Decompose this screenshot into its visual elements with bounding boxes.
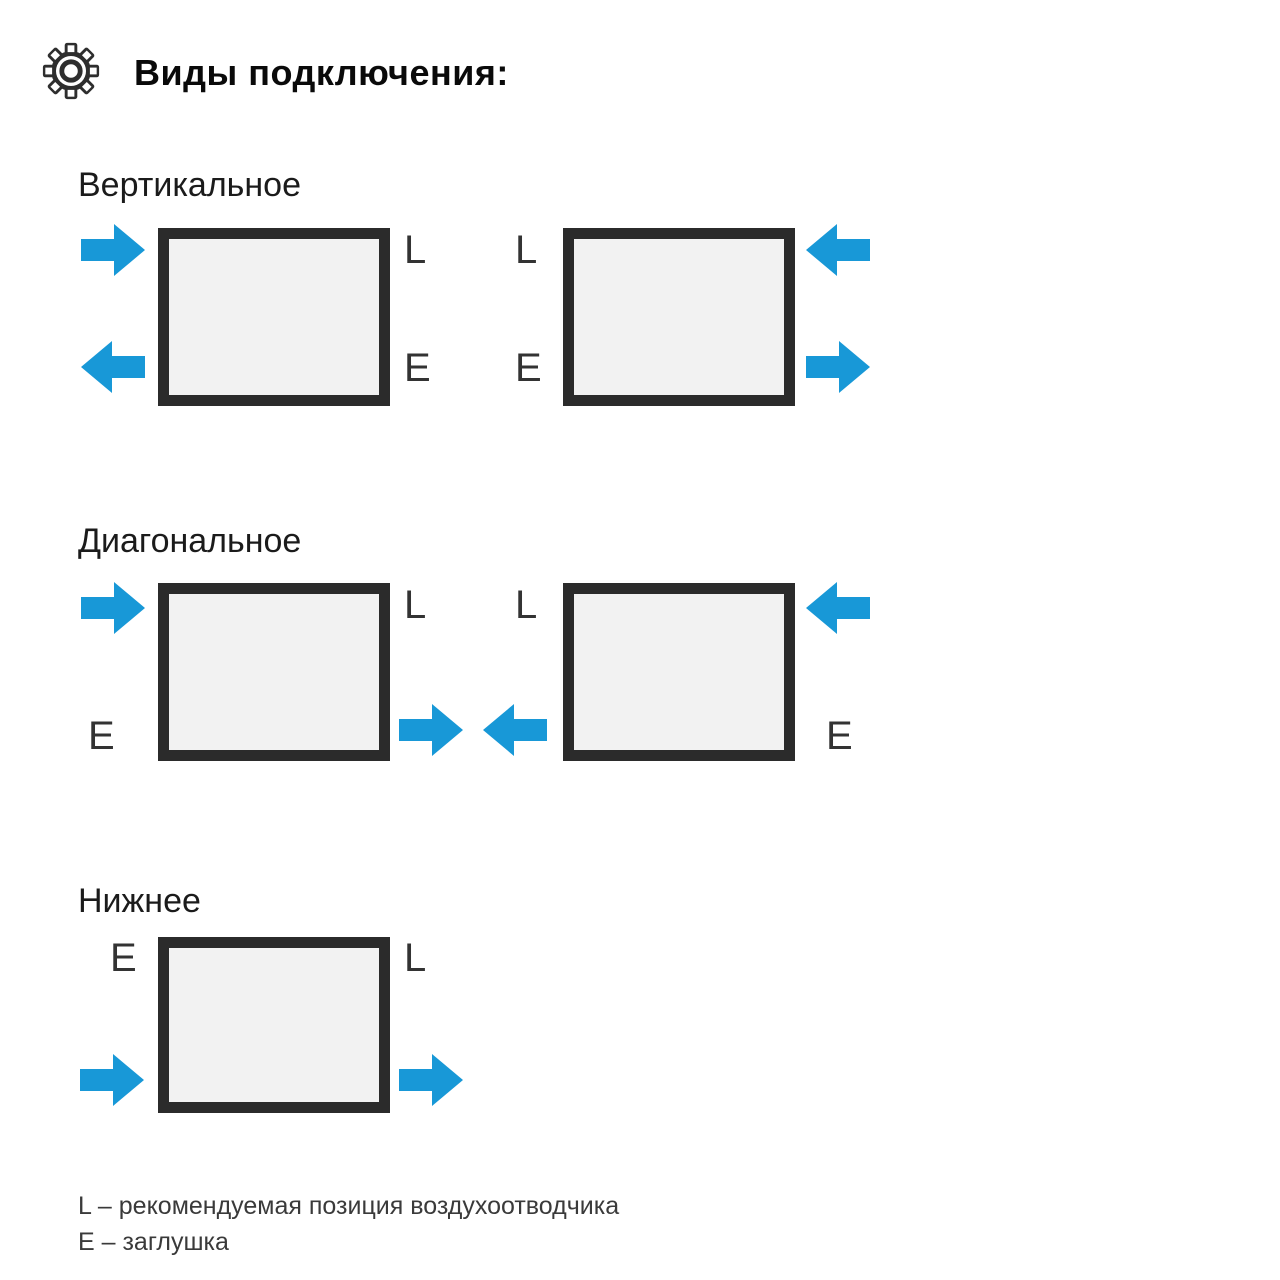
radiator-box (563, 583, 795, 761)
section-title-bottom: Нижнее (78, 882, 201, 920)
section-title-vertical: Вертикальное (78, 166, 301, 204)
port-label: L (404, 583, 427, 627)
section-title-diagonal: Диагональное (78, 522, 302, 560)
gear-icon (40, 40, 102, 102)
port-label: L (404, 936, 427, 980)
legend-line-air-vent: L – рекомендуемая позиция воздухоотводчика (78, 1192, 620, 1220)
arrow-right-icon (80, 1054, 144, 1106)
arrow-right-icon (399, 704, 463, 756)
arrow-right-icon (399, 1054, 463, 1106)
port-label: L (515, 583, 538, 627)
arrow-right-icon (81, 224, 145, 276)
port-label: E (88, 714, 115, 758)
arrow-right-icon (81, 582, 145, 634)
arrow-left-icon (81, 341, 145, 393)
port-label: E (404, 346, 431, 390)
port-label: L (404, 228, 427, 272)
radiator-box (158, 583, 390, 761)
legend (78, 1188, 619, 1260)
port-label: E (515, 346, 542, 390)
radiator-box (158, 228, 390, 406)
legend-line-plug: E – заглушка (78, 1228, 229, 1256)
radiator-box (563, 228, 795, 406)
port-label: L (515, 228, 538, 272)
port-label: E (826, 714, 853, 758)
page-title: Виды подключения: (134, 52, 509, 93)
radiator-box (158, 937, 390, 1113)
port-label: E (110, 936, 137, 980)
arrow-left-icon (806, 582, 870, 634)
arrow-right-icon (806, 341, 870, 393)
arrow-left-icon (806, 224, 870, 276)
arrow-left-icon (483, 704, 547, 756)
